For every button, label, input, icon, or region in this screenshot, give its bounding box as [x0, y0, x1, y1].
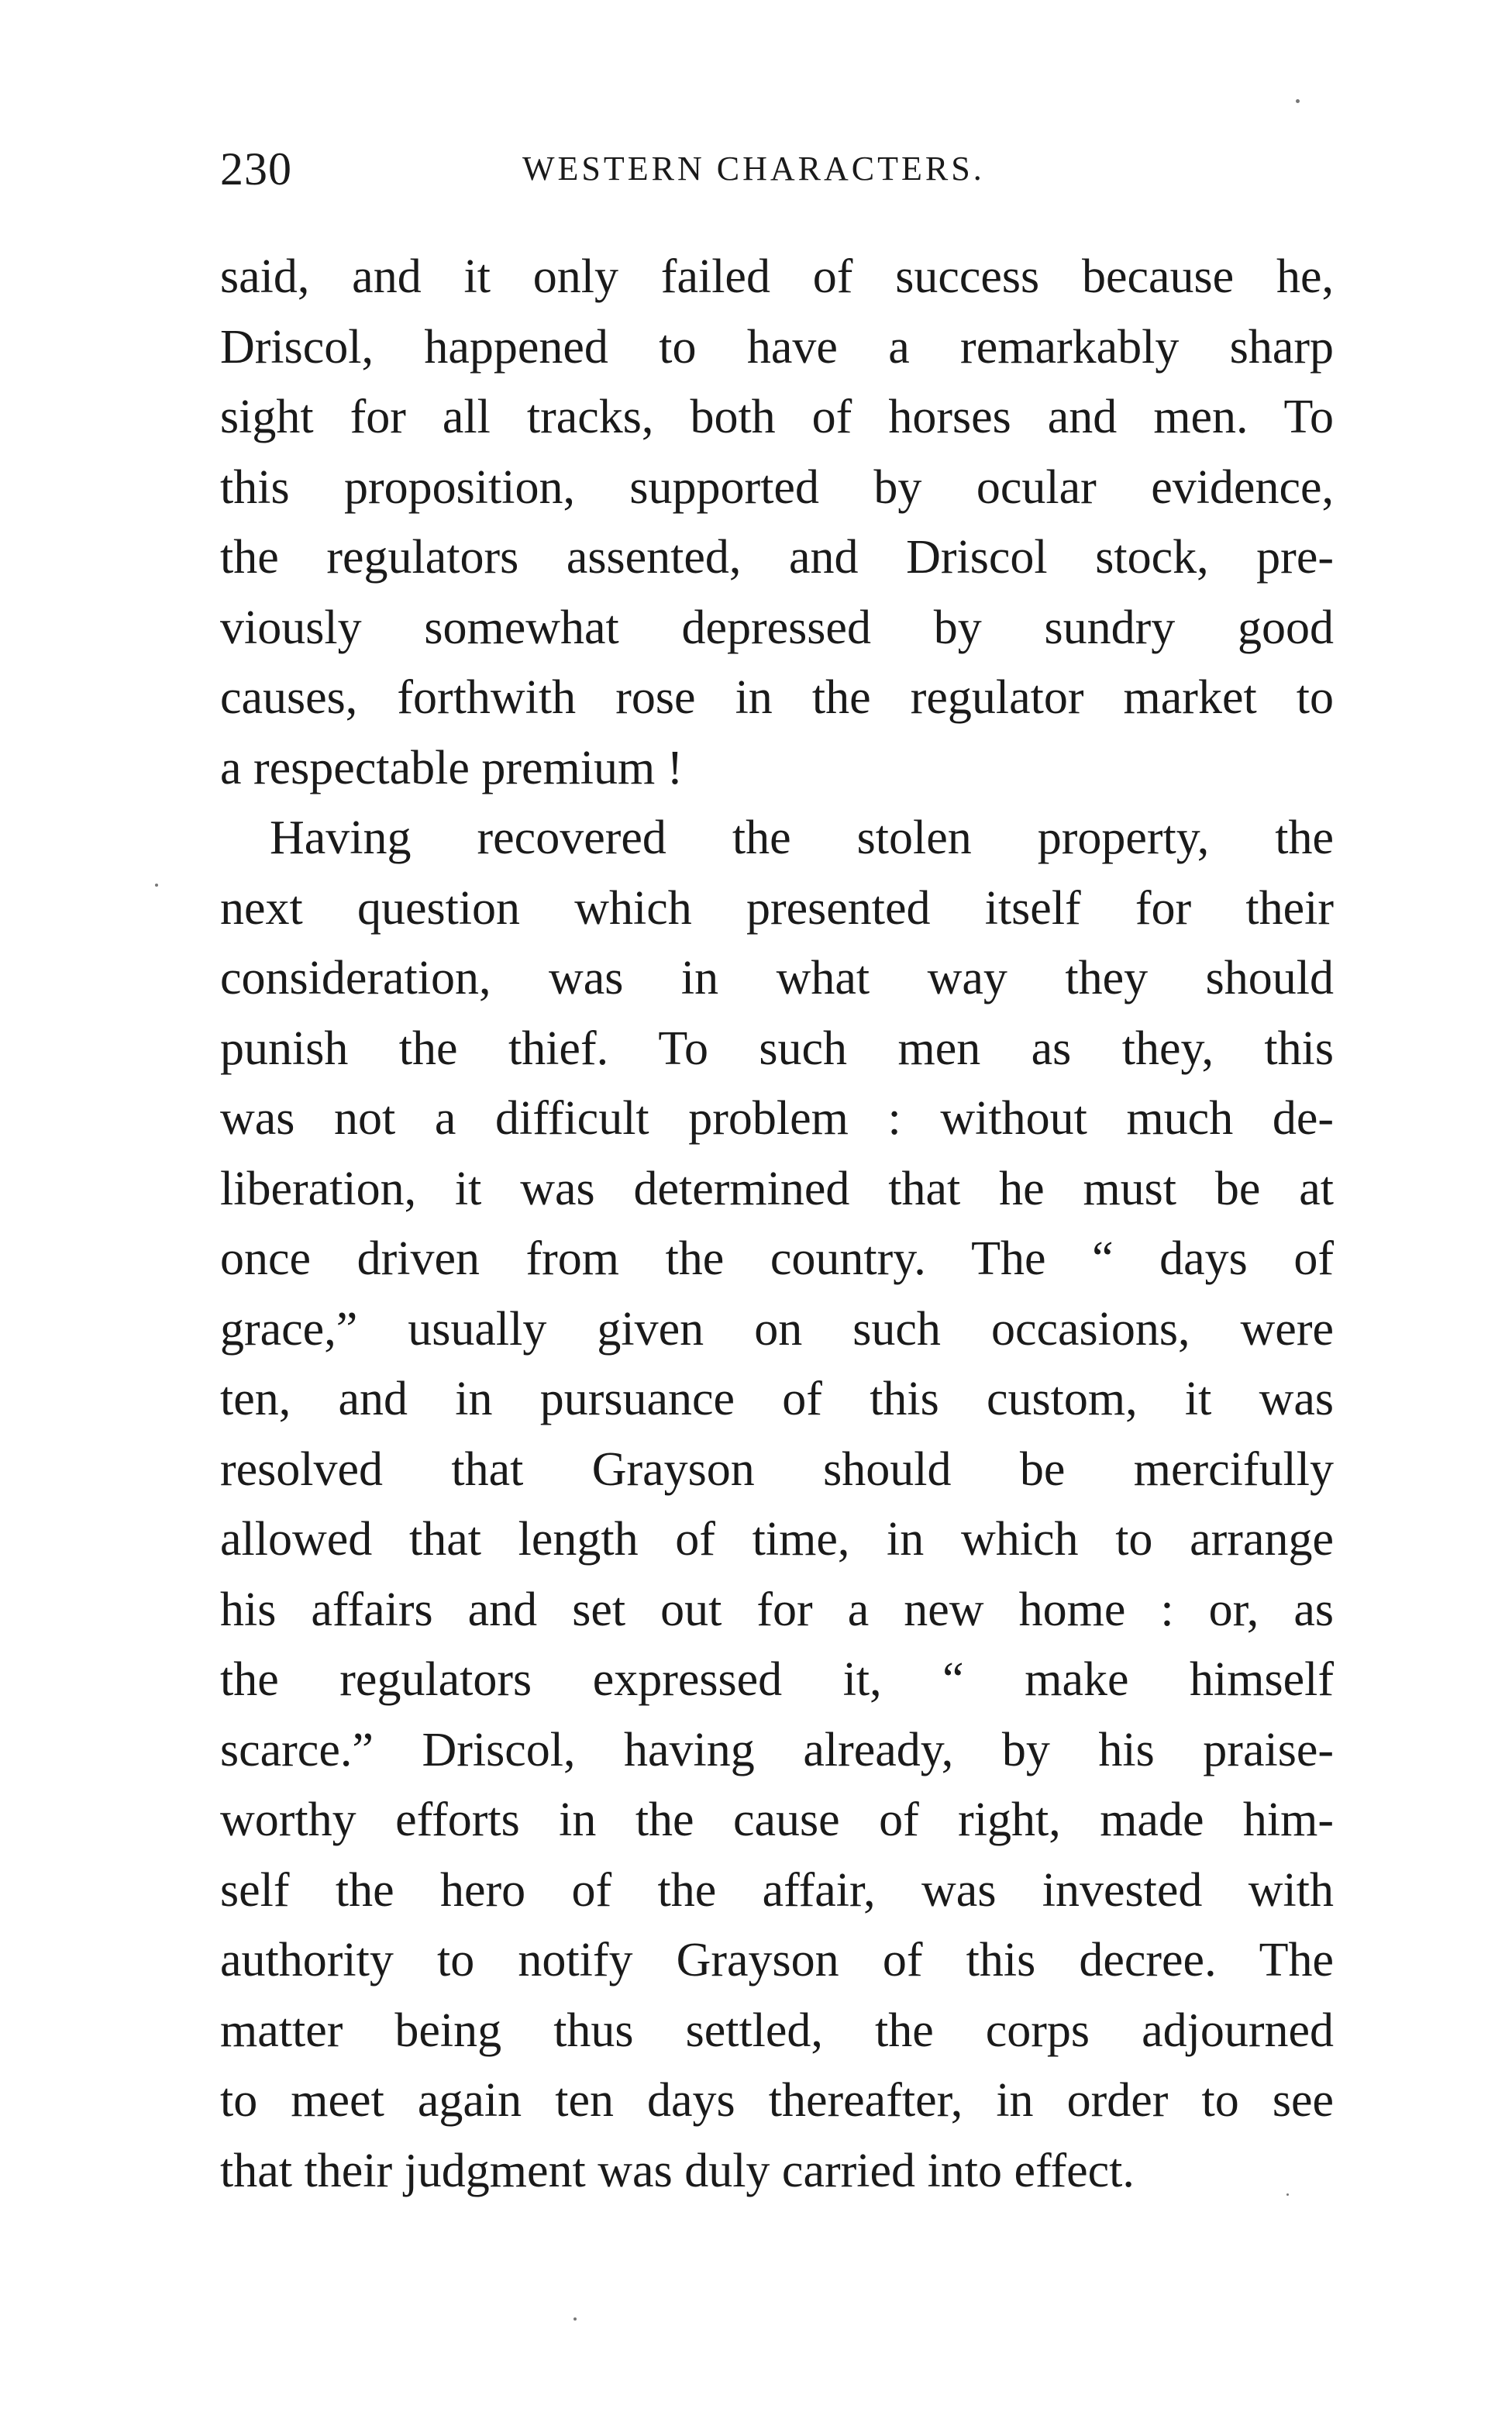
paragraph-1	[220, 242, 1334, 803]
text-line: the regulators assented, and Driscol stock, pre-	[220, 531, 1334, 584]
text-line: to meet again ten days thereafter, in order to see	[220, 2074, 1334, 2127]
text-line: liberation, it was determined that he must be at	[220, 1162, 1334, 1215]
text-line: was not a difficult problem : without much de-	[220, 1092, 1334, 1145]
text-line: grace,” usually given on such occasions, were	[220, 1302, 1334, 1356]
text-line: authority to notify Grayson of this decree. The	[220, 1934, 1334, 1986]
text-line: ten, and in pursuance of this custom, it was	[220, 1373, 1334, 1425]
text-line: sight for all tracks, both of horses and men. To	[220, 391, 1334, 443]
text-line: resolved that Grayson should be mercifully	[220, 1442, 1334, 1496]
paper-speck	[155, 884, 158, 887]
running-head: WESTERN CHARACTERS.	[522, 150, 985, 188]
text-line: allowed that length of time, in which to arrange	[220, 1513, 1334, 1566]
text-line: said, and it only failed of success because he,	[220, 250, 1334, 303]
text-line: his affairs and set out for a new home : or, as	[220, 1583, 1334, 1636]
text-line: punish the thief. To such men as they, this	[220, 1022, 1334, 1075]
text-line: a respectable premium !	[220, 741, 684, 794]
text-line: Driscol, happened to have a remarkably sharp	[220, 320, 1334, 374]
text-line: this proposition, supported by ocular evidence,	[220, 460, 1334, 514]
text-line: causes, forthwith rose in the regulator market to	[220, 671, 1334, 724]
text-line: viously somewhat depressed by sundry good	[220, 601, 1334, 654]
paper-speck	[1286, 2193, 1289, 2196]
text-line: scarce.” Driscol, having already, by his praise-	[220, 1723, 1334, 1776]
text-line: next question which presented itself for their	[220, 881, 1334, 935]
text-line: Having recovered the stolen property, the	[270, 811, 1334, 864]
paper-speck	[573, 2317, 577, 2321]
text-line: once driven from the country. The “ days of	[220, 1232, 1334, 1285]
page-header	[220, 138, 1352, 200]
text-line: consideration, was in what way they should	[220, 952, 1334, 1004]
text-line: matter being thus settled, the corps adjourned	[220, 2004, 1334, 2057]
paragraph-2	[220, 803, 1334, 2206]
text-line: self the hero of the affair, was invested with	[220, 1863, 1334, 1917]
paper-speck	[1296, 99, 1300, 103]
page-body	[220, 242, 1334, 2206]
text-line: that their judgment was duly carried into effect.	[220, 2144, 1135, 2197]
text-line: worthy efforts in the cause of right, made him-	[220, 1793, 1334, 1846]
text-line: the regulators expressed it, “ make himself	[220, 1653, 1334, 1706]
page-number: 230	[220, 143, 292, 195]
